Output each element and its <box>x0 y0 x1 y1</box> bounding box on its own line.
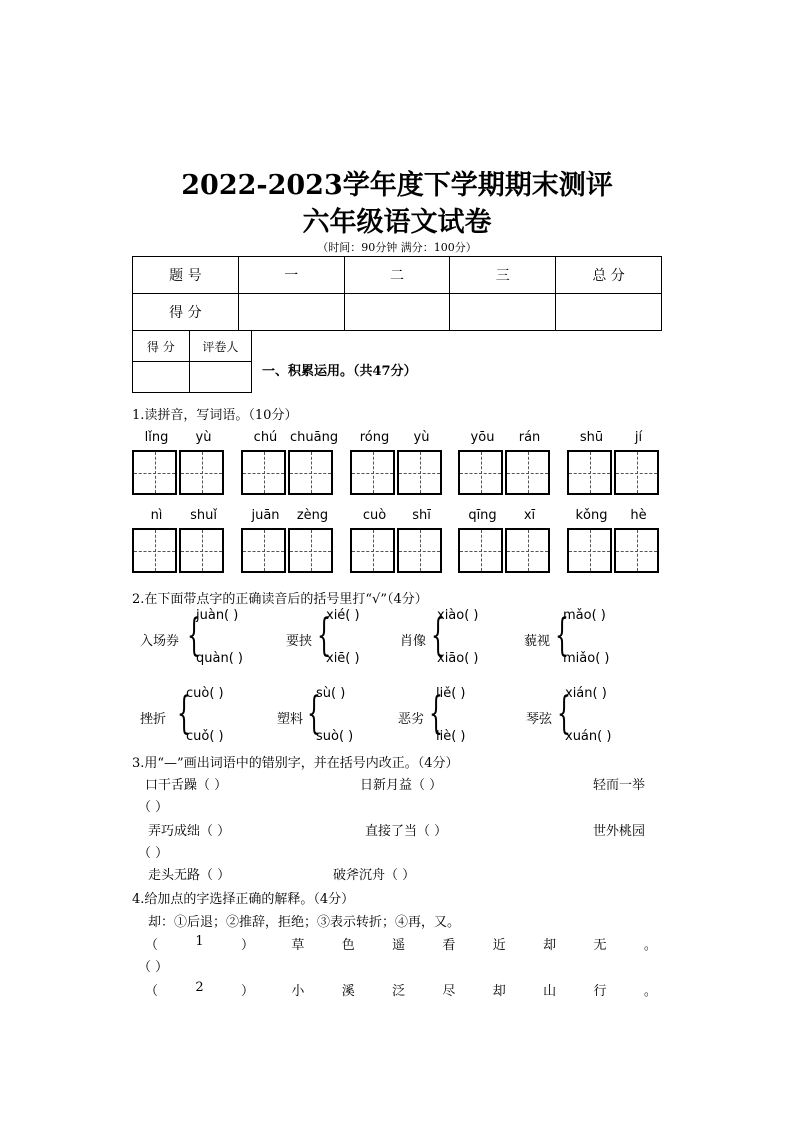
pinyin-label: nì <box>150 508 163 523</box>
word-label: 肖像 <box>400 634 427 649</box>
pinyin-label: cuò <box>362 508 387 523</box>
pronunciation-option[interactable]: mǎo( ) <box>563 608 606 623</box>
poem-char: 山 <box>543 984 557 999</box>
poem-line-2 <box>145 980 657 999</box>
pinyin-label: yù <box>413 430 430 445</box>
pronunciation-option[interactable]: xiào( ) <box>437 608 479 623</box>
writing-box[interactable] <box>288 450 333 495</box>
idiom-item: 走头无路（ ） <box>148 868 231 883</box>
pinyin-label: kǒng <box>575 508 608 523</box>
pronunciation-option[interactable]: suò( ) <box>316 729 354 744</box>
pronunciation-option[interactable]: liè( ) <box>436 729 466 744</box>
section-heading: 一、积累运用。（共47分） <box>262 364 417 379</box>
brace-icon: { <box>431 610 445 661</box>
pinyin-label: jí <box>634 430 643 445</box>
poem-line-1 <box>145 934 657 953</box>
pinyin-label: rán <box>518 430 541 445</box>
pronunciation-option[interactable]: xián( ) <box>565 686 607 701</box>
writing-box[interactable] <box>350 450 395 495</box>
pronunciation-option[interactable]: xié( ) <box>326 608 360 623</box>
question-3-title: 3.用“—”画出词语中的错别字，并在括号内改正。（4分） <box>132 756 459 771</box>
brace-icon: { <box>429 688 443 739</box>
poem-char: （ <box>145 938 159 953</box>
poem-char: 色 <box>341 938 355 953</box>
poem-char: 溪 <box>341 984 355 999</box>
pronunciation-option[interactable]: sù( ) <box>316 686 346 701</box>
writing-box[interactable] <box>241 450 286 495</box>
score-input-cell[interactable] <box>556 294 662 331</box>
pronunciation-option[interactable]: cuò( ) <box>186 686 224 701</box>
pinyin-label: lǐng <box>144 430 169 445</box>
word-label: 要挟 <box>286 634 313 649</box>
pinyin-label: yōu <box>470 430 495 445</box>
page-title: 2022-2023学年度下学期期末测评 <box>181 170 613 201</box>
poem-char: （ <box>145 984 159 999</box>
score-table <box>132 256 662 331</box>
score-input-cell[interactable] <box>450 294 556 331</box>
writing-box[interactable] <box>288 528 333 573</box>
pronunciation-option[interactable]: juàn( ) <box>196 608 239 623</box>
grader-score-label: 得 分 <box>133 331 190 362</box>
score-row-label: 得 分 <box>133 294 239 331</box>
poem-char: 近 <box>492 938 506 953</box>
score-header-cell: 三 <box>450 257 556 294</box>
pinyin-label: juān <box>251 508 280 523</box>
word-label: 挫折 <box>140 712 167 727</box>
writing-box[interactable] <box>458 528 503 573</box>
idiom-item: 轻而一举 <box>593 778 646 793</box>
score-header-cell: 总 分 <box>556 257 662 294</box>
score-header-cell: 一 <box>238 257 344 294</box>
writing-box[interactable] <box>614 450 659 495</box>
writing-box[interactable] <box>241 528 286 573</box>
word-label: 塑料 <box>277 712 304 727</box>
grader-name-label: 评卷人 <box>189 331 251 362</box>
pinyin-label: qīng <box>468 508 497 523</box>
grader-score-cell[interactable] <box>133 362 190 393</box>
writing-box[interactable] <box>179 528 224 573</box>
poem-char: 草 <box>291 938 305 953</box>
idiom-item: 弄巧成绌（ ） <box>148 824 231 839</box>
pinyin-label: shuǐ <box>190 508 217 523</box>
pinyin-label: chú <box>253 430 278 445</box>
pinyin-label: xī <box>523 508 536 523</box>
grader-name-cell[interactable] <box>189 362 251 393</box>
brace-icon: { <box>307 688 321 739</box>
idiom-item: 破斧沉舟（ ） <box>333 868 416 883</box>
poem-char: 却 <box>543 938 557 953</box>
poem-char: 2 <box>195 980 204 995</box>
poem-char: 无 <box>593 938 607 953</box>
writing-box[interactable] <box>179 450 224 495</box>
idiom-blank: （ ） <box>138 800 169 815</box>
poem-char: 1 <box>195 934 204 949</box>
score-header-cell: 题 号 <box>133 257 239 294</box>
writing-box[interactable] <box>458 450 503 495</box>
score-input-cell[interactable] <box>238 294 344 331</box>
pronunciation-option[interactable]: liě( ) <box>436 686 466 701</box>
idiom-item: 直接了当（ ） <box>365 824 448 839</box>
writing-box[interactable] <box>505 528 550 573</box>
writing-box[interactable] <box>350 528 395 573</box>
writing-box[interactable] <box>505 450 550 495</box>
pinyin-label: shī <box>412 508 431 523</box>
pronunciation-option[interactable]: xiāo( ) <box>437 651 479 666</box>
page-subtitle: 六年级语文试卷 <box>302 207 492 238</box>
pinyin-label: zèng <box>296 508 329 523</box>
writing-box[interactable] <box>567 450 612 495</box>
poem-char: 遥 <box>392 938 406 953</box>
score-input-cell[interactable] <box>344 294 450 331</box>
writing-box[interactable] <box>132 450 177 495</box>
word-label: 琴弦 <box>526 712 553 727</box>
question-2-title: 2.在下面带点字的正确读音后的括号里打“√”（4分） <box>132 592 428 607</box>
pronunciation-option[interactable]: xuán( ) <box>565 729 612 744</box>
poem-char: ） <box>240 938 254 953</box>
pinyin-label: hè <box>630 508 647 523</box>
poem-char: 却 <box>492 984 506 999</box>
pinyin-label: chuāng <box>290 430 339 445</box>
definition-options: 却：①后退；②推辞，拒绝；③表示转折；④再，又。 <box>148 915 461 930</box>
brace-icon: { <box>317 610 331 661</box>
question-1-title: 1.读拼音，写词语。（10分） <box>132 408 298 423</box>
writing-box[interactable] <box>397 528 442 573</box>
pinyin-label: róng <box>359 430 390 445</box>
poem-char: 。 <box>643 984 657 999</box>
writing-box[interactable] <box>614 528 659 573</box>
exam-info: （时间：90分钟 满分：100分） <box>317 241 477 254</box>
poem-char: ） <box>240 984 254 999</box>
brace-icon: { <box>177 688 191 739</box>
pronunciation-option[interactable]: quàn( ) <box>196 651 243 666</box>
writing-box[interactable] <box>132 528 177 573</box>
grader-table <box>132 330 252 393</box>
poem-char: 泛 <box>392 984 406 999</box>
poem-char: 尽 <box>442 984 456 999</box>
brace-icon: { <box>555 610 569 661</box>
brace-icon: { <box>557 688 571 739</box>
idiom-item: 世外桃园 <box>593 824 646 839</box>
poem-char: 。 <box>643 938 657 953</box>
word-label: 恶劣 <box>398 712 425 727</box>
score-header-cell: 二 <box>344 257 450 294</box>
word-label: 入场券 <box>140 634 180 649</box>
pronunciation-option[interactable]: xiē( ) <box>326 651 360 666</box>
writing-box[interactable] <box>397 450 442 495</box>
pinyin-label: yù <box>195 430 212 445</box>
poem-char: 行 <box>593 984 607 999</box>
word-label: 藐视 <box>524 634 551 649</box>
pronunciation-option[interactable]: cuǒ( ) <box>186 729 224 744</box>
poem-char: 看 <box>442 938 456 953</box>
pinyin-label: shū <box>579 430 604 445</box>
poem-char: 小 <box>291 984 305 999</box>
idiom-blank: （ ） <box>138 846 169 861</box>
pronunciation-option[interactable]: miǎo( ) <box>563 651 610 666</box>
writing-box[interactable] <box>567 528 612 573</box>
answer-blank: （ ） <box>138 960 169 975</box>
idiom-item: 日新月益（ ） <box>360 778 443 793</box>
brace-icon: { <box>187 610 201 661</box>
idiom-item: 口干舌躁（ ） <box>145 778 228 793</box>
question-4-title: 4.给加点的字选择正确的解释。（4分） <box>132 892 355 907</box>
